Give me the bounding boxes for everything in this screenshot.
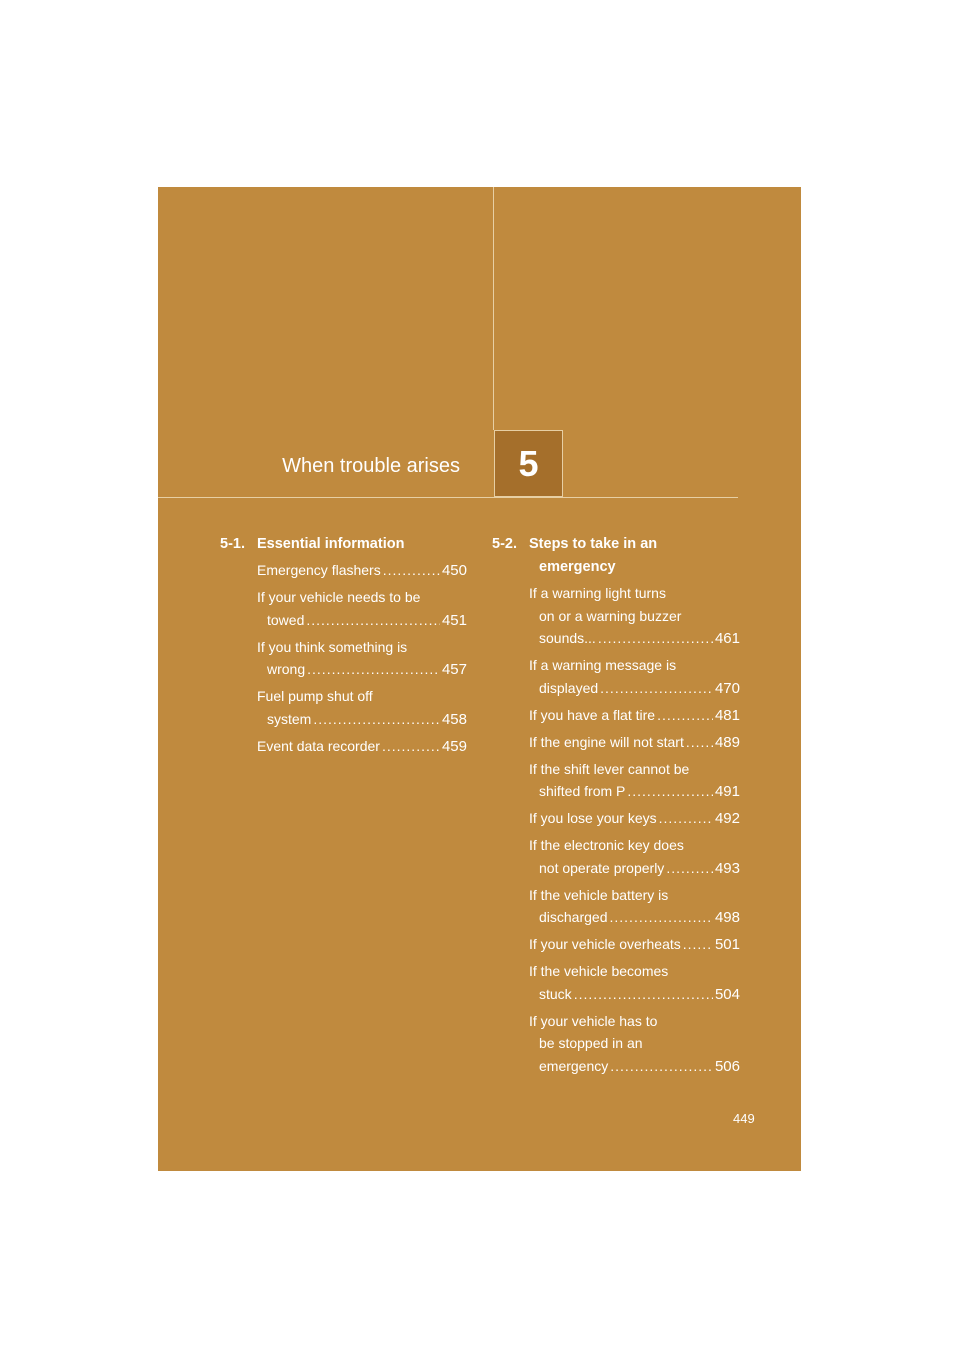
chapter-page	[158, 187, 801, 1171]
toc-entry-row	[529, 731, 740, 755]
toc-entry-text: system	[267, 710, 312, 727]
toc-entry-text: sounds...	[539, 630, 596, 646]
toc-entry[interactable]	[529, 704, 740, 728]
toc-entry-text: be stopped in an	[539, 1035, 643, 1051]
horizontal-rule	[158, 497, 738, 498]
toc-page-number: 492	[714, 810, 740, 827]
dot-leader	[382, 735, 440, 758]
toc-page-number: 461	[714, 630, 740, 647]
toc-entry-text: If your vehicle has to	[529, 1012, 658, 1029]
toc-page-number: 470	[714, 679, 740, 697]
toc-entry[interactable]	[257, 636, 467, 682]
toc-entry[interactable]	[529, 807, 740, 831]
dot-leader	[659, 807, 713, 830]
toc-page-number: 459	[441, 737, 467, 755]
toc-page-number: 481	[714, 706, 740, 724]
toc-entry-row	[257, 708, 467, 732]
toc-entry[interactable]	[257, 685, 467, 731]
dot-leader	[657, 704, 713, 727]
section-title-line: emergency	[539, 559, 616, 575]
toc-entry[interactable]	[529, 834, 740, 880]
toc-page-number: 450	[441, 562, 467, 579]
toc-page-number: 504	[714, 985, 740, 1003]
dot-leader	[574, 983, 713, 1006]
section-number: 5-2.	[492, 536, 517, 552]
dot-leader	[383, 559, 440, 582]
toc-entry-row	[257, 735, 467, 759]
toc-entry-text: If the shift lever cannot be	[529, 760, 690, 777]
toc-entry[interactable]	[529, 758, 740, 804]
toc-section-5-1	[220, 533, 467, 762]
toc-entry-row	[529, 677, 740, 701]
toc-page-number: 458	[441, 710, 467, 728]
section-heading	[492, 533, 740, 579]
dot-leader	[307, 658, 440, 681]
chapter-title: When trouble arises	[282, 455, 460, 477]
dot-leader	[627, 780, 713, 803]
toc-entry-text: If you lose your keys	[529, 810, 657, 826]
toc-entry-text: towed	[267, 611, 305, 628]
toc-entry[interactable]	[529, 582, 740, 651]
dot-leader	[666, 857, 713, 880]
toc-entry-text: shifted from P	[539, 783, 626, 799]
section-title	[529, 533, 740, 579]
toc-entry-text: on or a warning buzzer	[539, 607, 682, 624]
toc-entry[interactable]	[257, 559, 467, 583]
toc-entry-text: displayed	[539, 679, 599, 696]
toc-entry[interactable]	[529, 1010, 740, 1079]
toc-entry-row	[529, 857, 740, 881]
toc-entry[interactable]	[257, 735, 467, 759]
toc-entry-text: Fuel pump shut off	[257, 688, 373, 704]
toc-entry-text: If the engine will not start	[529, 733, 684, 750]
toc-entry-text: Event data recorder	[257, 737, 380, 754]
toc-entry-text: If a warning light turns	[529, 585, 666, 601]
section-title: Essential information	[257, 536, 405, 552]
section-number: 5-1.	[220, 536, 245, 552]
chapter-number-box	[494, 430, 563, 497]
toc-page-number: 489	[714, 733, 740, 751]
toc-entry-text: not operate properly	[539, 859, 665, 876]
page-number: 449	[733, 1111, 755, 1126]
dot-leader	[686, 731, 713, 754]
toc-entry[interactable]	[529, 933, 740, 957]
dot-leader	[600, 677, 713, 700]
chapter-number: 5	[518, 442, 539, 484]
toc-page-number: 451	[441, 611, 467, 629]
dot-leader	[598, 627, 713, 650]
section-heading	[220, 533, 467, 556]
toc-entry[interactable]	[529, 884, 740, 930]
toc-section-5-2	[492, 533, 740, 1082]
toc-entry-row	[529, 983, 740, 1007]
toc-entry-text: wrong	[267, 661, 306, 677]
toc-entry-row	[257, 559, 467, 583]
section-title-line: Steps to take in an	[529, 536, 658, 552]
toc-entry-row	[529, 1055, 740, 1079]
toc-entries	[257, 559, 467, 758]
vertical-rule	[493, 187, 494, 430]
toc-page-number: 491	[714, 783, 740, 800]
toc-entry-text: If a warning message is	[529, 657, 677, 673]
toc-page-number: 493	[714, 859, 740, 877]
toc-entry-text: If the vehicle battery is	[529, 886, 669, 903]
toc-entry[interactable]	[257, 586, 467, 632]
toc-page-number: 506	[714, 1057, 740, 1075]
toc-entry-row	[529, 780, 740, 804]
toc-page-number: 498	[714, 909, 740, 926]
dot-leader	[610, 1055, 713, 1078]
toc-entry-text: discharged	[539, 909, 608, 925]
toc-entry-row	[529, 933, 740, 957]
toc-entry[interactable]	[529, 731, 740, 755]
toc-entry-row	[257, 658, 467, 682]
dot-leader	[683, 933, 713, 956]
dot-leader	[313, 708, 440, 731]
toc-entry-text: If the vehicle becomes	[529, 963, 669, 979]
toc-entry-text: If you think something is	[257, 638, 408, 655]
toc-entry-text: stuck	[539, 985, 572, 1002]
toc-entries	[529, 582, 740, 1078]
toc-entry-text: Emergency flashers	[257, 562, 381, 578]
toc-entry[interactable]	[529, 960, 740, 1006]
toc-entry-text: If your vehicle overheats	[529, 936, 681, 952]
toc-entry-text: If you have a flat tire	[529, 706, 656, 723]
toc-page-number: 457	[441, 661, 467, 678]
toc-entry-text: If the electronic key does	[529, 837, 684, 853]
toc-entry-text: If your vehicle needs to be	[257, 589, 421, 605]
toc-entry[interactable]	[529, 654, 740, 700]
toc-page-number: 501	[714, 936, 740, 953]
toc-entry-text: emergency	[539, 1057, 609, 1074]
toc-entry-row	[257, 609, 467, 633]
toc-entry-row	[529, 627, 740, 651]
toc-entry-row	[529, 807, 740, 831]
dot-leader	[306, 609, 440, 632]
dot-leader	[610, 906, 713, 929]
toc-entry-row	[529, 906, 740, 930]
toc-entry-row	[529, 704, 740, 728]
